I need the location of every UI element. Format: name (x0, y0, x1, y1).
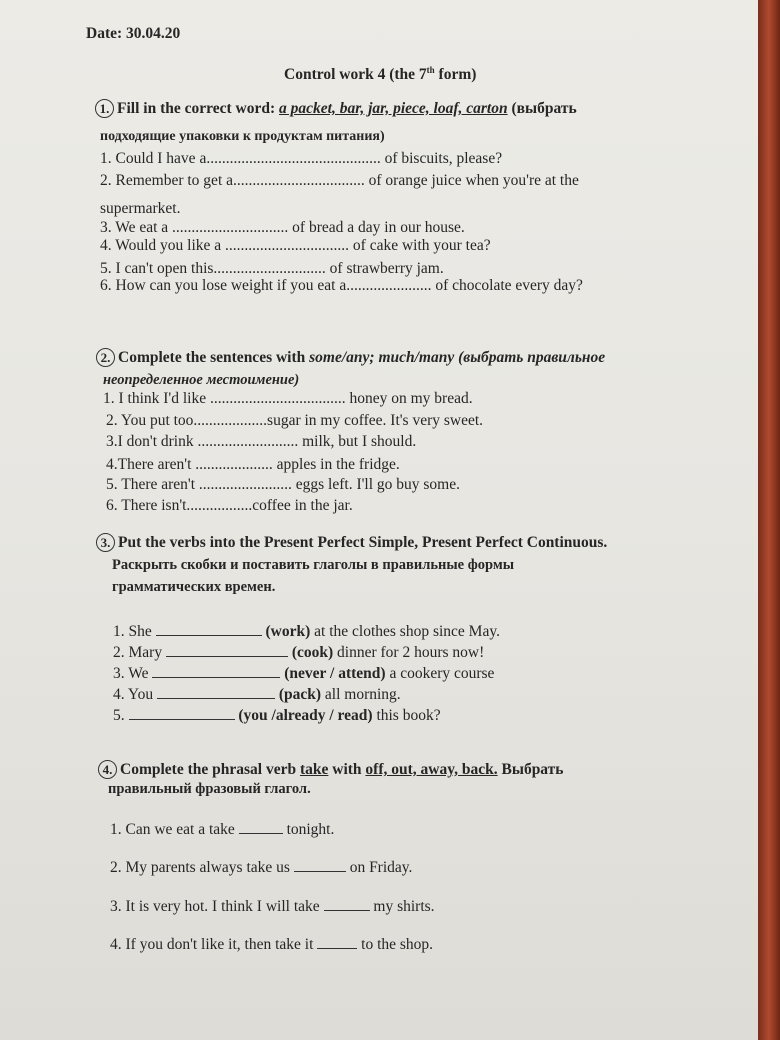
task4-heading: 4. Complete the phrasal verb take with off, out, away, back. Выбрать (98, 760, 563, 780)
answer-blank (157, 684, 275, 699)
task1-heading: 1. Fill in the correct word: a packet, bar, jar, piece, loaf, carton (выбрать (95, 99, 577, 119)
task2-item: 5. There aren't ........................ eggs left. I'll go buy some. (106, 476, 460, 493)
task3-number: 3. (96, 533, 115, 552)
task1-item: 2. Remember to get a.................................. of orange juice when you're at the (100, 172, 579, 189)
task2-item: 1. I think I'd like ................................... honey on my bread. (103, 390, 473, 407)
task1-item: 4. Would you like a ................................ of cake with your tea? (100, 237, 491, 254)
answer-blank (129, 705, 235, 720)
answer-blank (324, 896, 370, 911)
task4-item: 2. My parents always take us on Friday. (110, 859, 413, 876)
task1-word-list: a packet, bar, jar, piece, loaf, carton (279, 100, 508, 117)
answer-blank (294, 857, 346, 872)
task1-item: 1. Could I have a............................................. of biscuits, please? (100, 150, 503, 167)
task4-verb: take (299, 761, 329, 778)
task4-number: 4. (98, 760, 117, 779)
answer-blank (239, 819, 283, 834)
task1-instruction-ru: подходящие упаковки к продуктам питания) (100, 129, 385, 144)
task3-instruction-ru-2: грамматических времен. (112, 579, 276, 595)
task3-item: 3. We (never / attend) a cookery course (113, 665, 495, 682)
task1-item: 5. I can't open this............................. of strawberry jam. (100, 260, 444, 277)
answer-blank (152, 663, 280, 678)
task2-item: 6. There isn't.................coffee in the jar. (106, 497, 353, 514)
task2-heading: 2. Complete the sentences with some/any; much/many (выбрать правильное (96, 348, 605, 368)
task4-instruction-ru: правильный фразовый глагол. (108, 781, 311, 797)
task1-item: 6. How can you lose weight if you eat a...................... of chocolate every day? (100, 277, 583, 294)
task4-item: 1. Can we eat a take tonight. (110, 821, 335, 838)
task1-item: 3. We eat a .............................. of bread a day in our house. (100, 219, 465, 236)
date-label: Date: 30.04.20 (86, 25, 181, 42)
task3-item: 1. She (work) at the clothes shop since May. (113, 623, 500, 640)
task2-item: 4.There aren't .................... apples in the fridge. (106, 456, 400, 473)
answer-blank (317, 934, 357, 949)
task2-word-list: some/any; much/many (309, 349, 455, 366)
task4-word-list: off, out, away, back. (365, 761, 498, 778)
task1-number: 1. (95, 99, 114, 118)
task4-item: 4. If you don't like it, then take it to the shop. (110, 936, 434, 953)
task3-instruction-ru: Раскрыть скобки и поставить глаголы в правильные формы (112, 557, 515, 573)
task3-heading: 3. Put the verbs into the Present Perfect Simple, Present Perfect Continuous. (96, 533, 607, 553)
task3-item: 2. Mary (cook) dinner for 2 hours now! (113, 644, 485, 661)
task2-item: 3.I don't drink .......................... milk, but I should. (106, 433, 417, 450)
task1-item: supermarket. (100, 200, 181, 217)
task4-item: 3. It is very hot. I think I will take my shirts. (110, 898, 435, 915)
answer-blank (156, 621, 262, 636)
task2-item: 2. You put too...................sugar in my coffee. It's very sweet. (106, 412, 484, 429)
task3-item: 5. (you /already / read) this book? (113, 707, 441, 724)
background-edge (758, 0, 780, 1040)
answer-blank (166, 642, 288, 657)
task2-number: 2. (96, 348, 115, 367)
task3-item: 4. You (pack) all morning. (113, 686, 401, 703)
worksheet-title: Control work 4 (the 7th form) (284, 65, 477, 84)
task2-instruction-ru: неопределенное местоимение) (103, 372, 300, 388)
